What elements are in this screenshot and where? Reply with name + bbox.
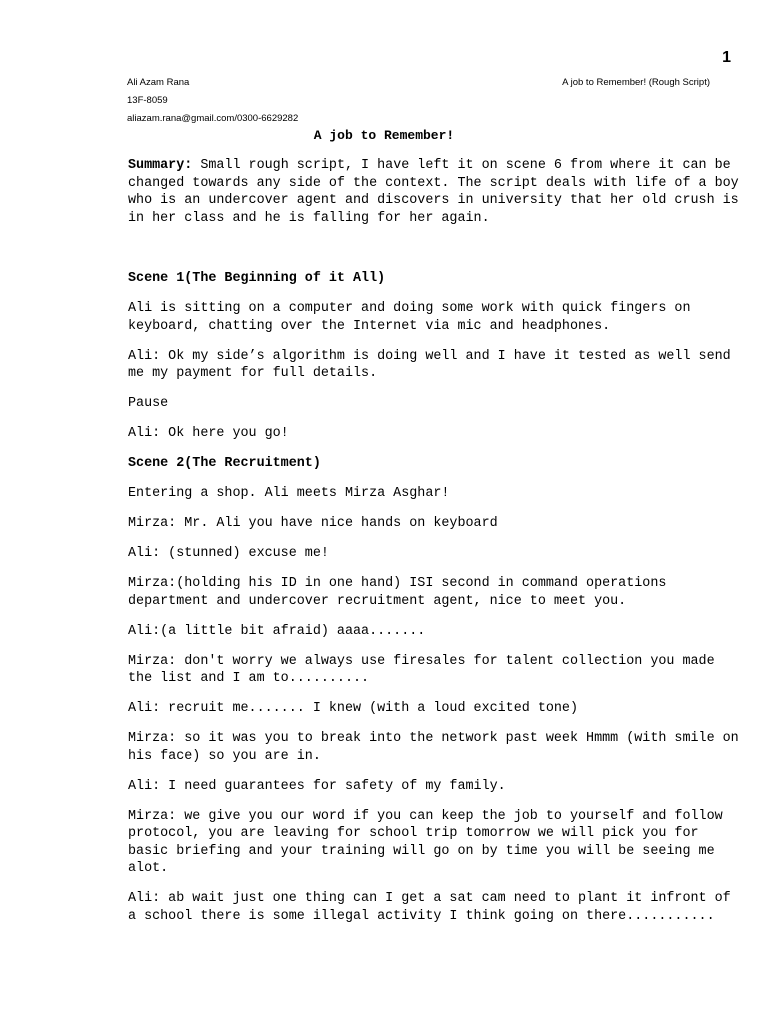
summary-label: Summary: bbox=[128, 158, 193, 173]
script-line: Ali: ab wait just one thing can I get a sat cam need to plant it infront of a school there is some illegal activity I think going on there........... bbox=[128, 891, 731, 924]
script-line: Ali: recruit me....... I knew (with a loud excited tone) bbox=[128, 701, 578, 716]
script-line: Mirza: we give you our word if you can keep the job to yourself and follow protocol, you are leaving for school trip tomorrow we will pick you for basic briefing and your training will go on by time you will be seeing me alot. bbox=[128, 808, 723, 876]
script-line: Ali: Ok my side’s algorithm is doing well and I have it tested as well send me my payment for full details. bbox=[128, 348, 731, 381]
script-line: Entering a shop. Ali meets Mirza Asghar! bbox=[128, 486, 450, 501]
header-running-title: A job to Remember! (Rough Script) bbox=[562, 77, 710, 88]
script-line: Mirza: Mr. Ali you have nice hands on keyboard bbox=[128, 516, 498, 531]
page-number: 1 bbox=[722, 49, 731, 66]
script-line: Pause bbox=[128, 396, 169, 411]
summary-text: Small rough script, I have left it on scene 6 from where it can be changed towards any side of the context. The script deals with life of a boy who is an undercover agent and discovers in university that her old crush is in her class and he is falling for her again. bbox=[128, 158, 739, 226]
document-body bbox=[128, 157, 740, 938]
header-roll-number: 13F-8059 bbox=[127, 95, 168, 106]
header-contact: aliazam.rana@gmail.com/0300-6629282 bbox=[127, 113, 299, 124]
script-line: Ali: I need guarantees for safety of my family. bbox=[128, 778, 506, 794]
header-author: Ali Azam Rana bbox=[127, 77, 190, 88]
script-line: Ali: Ok here you go! bbox=[128, 426, 289, 441]
summary-paragraph bbox=[128, 157, 740, 227]
script-line: Mirza:(holding his ID in one hand) ISI second in command operations department and undercover recruitment agent, nice to meet you. bbox=[128, 576, 667, 609]
scene-heading: Scene 2(The Recruitment) bbox=[128, 456, 321, 471]
scene-heading: Scene 1(The Beginning of it All) bbox=[128, 271, 386, 286]
document-title: A job to Remember! bbox=[313, 128, 455, 143]
script-line: Mirza: don't worry we always use firesales for talent collection you made the list and I am to.......... bbox=[128, 653, 715, 686]
script-line: Ali:(a little bit afraid) aaaa....... bbox=[128, 623, 426, 639]
script-line: Ali: (stunned) excuse me! bbox=[128, 546, 329, 561]
script-line: Ali is sitting on a computer and doing some work with quick fingers on keyboard, chatting over the Internet via mic and headphones. bbox=[128, 301, 691, 334]
script-line: Mirza: so it was you to break into the network past week Hmmm (with smile on his face) so you are in. bbox=[128, 731, 739, 764]
